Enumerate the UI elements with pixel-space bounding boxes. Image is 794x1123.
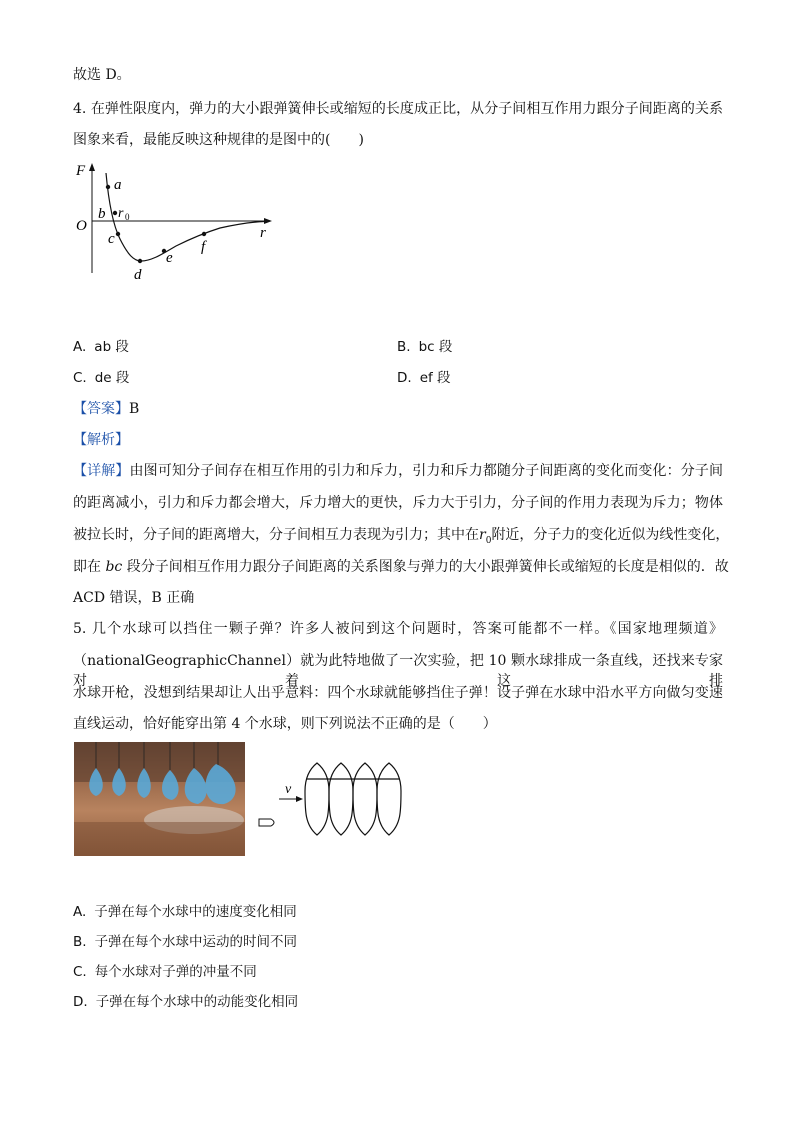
- graph-label-a: a: [114, 177, 122, 193]
- detail-text: 被拉长时，分子间的距离增大，分子间相互力表现为引力；其中在: [73, 527, 479, 543]
- graph-label-r: r: [260, 225, 266, 241]
- graph-label-r0-sub: 0: [125, 212, 130, 222]
- q4-stem-line-2: 图象来看，最能反映这种规律的是图中的( ): [73, 132, 364, 148]
- q4-detail-line-5: ACD 错误，B 正确: [73, 590, 195, 606]
- q5-option-b[interactable]: [73, 932, 297, 952]
- q5-stem-line-3: 水球开枪，没想到结果却让人出乎意料：四个水球就能够挡住子弹！设子弹在水球中沿水平方向做匀变速: [73, 685, 723, 701]
- option-text: bc 段: [418, 339, 453, 355]
- bullet-balloon-diagram: [255, 755, 415, 845]
- detail-text: 由图可知分子间存在相互作用的引力和斥力，引力和斥力都随分子间距离的变化而变化：分子间: [129, 463, 724, 479]
- graph-label-O: O: [76, 218, 87, 234]
- q4-analysis-tag: 【解析】: [73, 432, 129, 448]
- water-balloon-photo: [74, 742, 245, 856]
- graph-label-b: b: [98, 206, 106, 222]
- option-key: A.: [73, 339, 87, 355]
- option-text: 子弹在每个水球中运动的时间不同: [94, 934, 298, 950]
- q4-option-c[interactable]: [73, 368, 129, 388]
- detail-r0: r: [479, 527, 486, 543]
- option-key: C.: [73, 964, 87, 980]
- option-text: ab 段: [94, 339, 129, 355]
- q5-option-a[interactable]: [73, 902, 297, 922]
- q4-detail-line-4: [73, 557, 729, 577]
- q4-detail-line-3: [73, 525, 730, 551]
- option-text: ef 段: [419, 370, 451, 386]
- option-key: D.: [397, 370, 412, 386]
- q4-detail-line-1: [73, 461, 723, 481]
- q5-option-c[interactable]: [73, 962, 257, 982]
- graph-label-e: e: [166, 250, 173, 266]
- q4-option-a[interactable]: [73, 337, 129, 357]
- option-key: B.: [73, 934, 87, 950]
- q4-answer: [73, 399, 139, 419]
- graph-label-d: d: [134, 267, 142, 283]
- q4-option-d[interactable]: [397, 368, 451, 388]
- option-key: D.: [73, 994, 88, 1010]
- graph-label-F: F: [76, 163, 86, 179]
- option-text: de 段: [94, 370, 130, 386]
- graph-label-r0: r: [118, 206, 124, 221]
- detail-bc: bc: [105, 559, 123, 575]
- option-key: A.: [73, 904, 87, 920]
- answer-tag: 【答案】: [73, 401, 129, 417]
- q5-option-d[interactable]: [73, 992, 298, 1012]
- option-text: 每个水球对子弹的冲量不同: [94, 964, 257, 980]
- graph-label-c: c: [108, 231, 115, 247]
- velocity-label: v: [285, 782, 292, 797]
- option-text: 子弹在每个水球中的速度变化相同: [94, 904, 297, 920]
- q4-stem-line-1: 4. 在弹性限度内，弹力的大小跟弹簧伸长或缩短的长度成正比，从分子间相互作用力跟分子间距离的关系: [73, 101, 723, 117]
- graph-label-f: f: [201, 239, 206, 255]
- answer-value: B: [129, 401, 140, 417]
- detail-r0-sub: 0: [485, 535, 492, 546]
- detail-text: 即在: [73, 559, 101, 575]
- q5-stem-line-1: 5. 几个水球可以挡住一颗子弹？许多人被问到这个问题时，答案可能都不一样。《国家地理频道》: [73, 621, 723, 637]
- q5-stem-line-2: （nationalGeographicChannel）就为此特地做了一次实验，把 10 颗水球排成一条直线，还找来专家对着这排: [73, 653, 723, 689]
- option-text: 子弹在每个水球中的动能变化相同: [95, 994, 299, 1010]
- option-key: B.: [397, 339, 411, 355]
- molecular-force-graph: [70, 155, 290, 285]
- detail-tag: 【详解】: [73, 463, 130, 479]
- q4-detail-line-2: 的距离减小，引力和斥力都会增大，斥力增大的更快，斥力大于引力，分子间的作用力表现为斥力；物体: [73, 495, 723, 511]
- detail-text: 段分子间相互作用力跟分子间距离的关系图象与弹力的大小跟弹簧伸长或缩短的长度是相似的．故: [126, 559, 729, 575]
- q4-option-b[interactable]: [397, 337, 452, 357]
- q5-stem-line-4: 直线运动，恰好能穿出第 4 个水球，则下列说法不正确的是（ ）: [73, 716, 497, 732]
- option-key: C.: [73, 370, 87, 386]
- prev-conclusion: 故选 D。: [73, 67, 131, 83]
- detail-text: 附近，分子力的变化近似为线性变化，: [491, 527, 730, 543]
